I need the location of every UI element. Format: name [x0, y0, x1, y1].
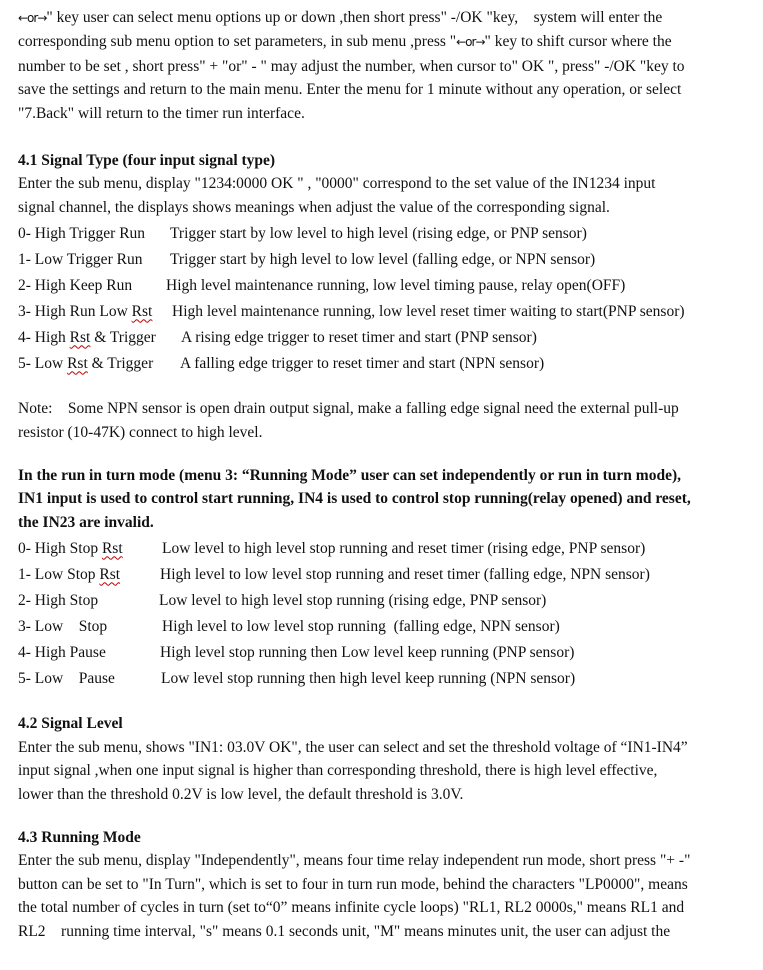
section-running-mode — [18, 826, 748, 943]
note-line: resistor (10-47K) connect to high level. — [18, 423, 263, 441]
item-description: A falling edge trigger to reset timer and start (NPN sensor) — [180, 355, 545, 373]
paragraph-line: signal channel, the displays shows meanings when adjust the value of the corresponding signal. — [18, 198, 610, 216]
section-signal-level — [18, 712, 748, 806]
section-title: 4.2 Signal Level — [18, 715, 123, 733]
list-item — [18, 299, 748, 325]
item-label: 3- Low Stop — [18, 618, 108, 636]
bold-paragraph-line: the IN23 are invalid. — [18, 513, 154, 531]
item-description: High level maintenance running, low level timing pause, relay open(OFF) — [166, 277, 626, 295]
item-description: A rising edge trigger to reset timer and start (PNP sensor) — [181, 329, 537, 347]
stop-type-list — [18, 536, 748, 692]
paragraph-line: lower than the threshold 0.2V is low level, the default threshold is 3.0V. — [18, 785, 464, 803]
list-item — [18, 351, 748, 377]
bold-paragraph-line: IN1 input is used to control start running, IN4 is used to control stop running(relay opened) and reset, — [18, 490, 691, 508]
left-right-arrow-icon: ←or→ — [456, 35, 485, 50]
item-label: 1- Low Trigger Run — [18, 251, 143, 269]
document-page — [18, 6, 748, 943]
intro-paragraph — [18, 6, 748, 125]
item-description: High level stop running then Low level keep running (PNP sensor) — [160, 644, 575, 662]
list-item — [18, 562, 748, 588]
list-item — [18, 614, 748, 640]
section-title: 4.3 Running Mode — [18, 828, 141, 846]
list-item — [18, 640, 748, 666]
item-label: 2- High Stop — [18, 592, 99, 610]
item-description: Trigger start by high level to low level (falling edge, or NPN sensor) — [170, 251, 596, 269]
section-run-in-turn — [18, 464, 748, 692]
intro-line-2: corresponding sub menu option to set parameters, in sub menu ,press "←or→" key to shift cursor where the — [18, 33, 672, 51]
intro-line-1: ←or→" key user can select menu options up or down ,then short press" -/OK "key, system will enter the — [18, 9, 663, 26]
paragraph-line: Enter the sub menu, display "1234:0000 OK " , "0000" correspond to the set value of the IN1234 input — [18, 175, 656, 193]
bold-paragraph-line: In the run in turn mode (menu 3: “Running Mode” user can set independently or run in turn mode), — [18, 467, 681, 485]
item-description: Trigger start by low level to high level (rising edge, or PNP sensor) — [170, 225, 587, 243]
item-description: High level to low level stop running (falling edge, NPN sensor) — [162, 618, 560, 636]
list-item — [18, 666, 748, 692]
section-title: 4.1 Signal Type (four input signal type) — [18, 152, 276, 170]
intro-line-5: "7.Back" will return to the timer run interface. — [18, 104, 305, 122]
note-line: Note: Some NPN sensor is open drain output signal, make a falling edge signal need the external pull-up — [18, 400, 679, 418]
paragraph-line: input signal ,when one input signal is higher than corresponding threshold, there is high level effective, — [18, 762, 658, 780]
list-item — [18, 273, 748, 299]
item-label: 0- High Stop Rst — [18, 540, 123, 558]
item-label: 0- High Trigger Run — [18, 225, 146, 243]
signal-type-list — [18, 221, 748, 377]
item-label: 5- Low Rst & Trigger — [18, 355, 154, 373]
list-item — [18, 325, 748, 351]
paragraph-line: Enter the sub menu, display "Independently", means four time relay independent run mode, short press "+ -" — [18, 852, 691, 870]
item-label: 3- High Run Low Rst — [18, 303, 153, 321]
paragraph-line: button can be set to "In Turn", which is set to four in turn run mode, behind the characters "LP0000", means — [18, 875, 688, 893]
paragraph-line: RL2 running time interval, "s" means 0.1 seconds unit, "M" means minutes unit, the user can adjust the — [18, 922, 671, 940]
intro-line-4: save the settings and return to the main menu. Enter the menu for 1 minute without any operation, or select — [18, 81, 682, 99]
item-label: 4- High Pause — [18, 644, 106, 662]
item-label: 1- Low Stop Rst — [18, 566, 121, 584]
item-description: Low level to high level stop running and reset timer (rising edge, PNP sensor) — [162, 540, 646, 558]
item-description: High level maintenance running, low level reset timer waiting to start(PNP sensor) — [172, 303, 685, 321]
list-item — [18, 221, 748, 247]
list-item — [18, 588, 748, 614]
item-label: 4- High Rst & Trigger — [18, 329, 156, 347]
item-description: Low level to high level stop running (rising edge, PNP sensor) — [159, 592, 547, 610]
item-description: Low level stop running then high level keep running (NPN sensor) — [161, 670, 576, 688]
left-right-arrow-icon: ←or→ — [18, 11, 47, 25]
paragraph-line: Enter the sub menu, shows "IN1: 03.0V OK", the user can select and set the threshold voltage of “IN1-IN4” — [18, 738, 688, 756]
list-item — [18, 247, 748, 273]
intro-line-3: number to be set , short press" + "or" - " may adjust the number, when cursor to" OK ", press" -/OK "key to — [18, 57, 685, 75]
item-label: 5- Low Pause — [18, 670, 115, 688]
section-signal-type — [18, 149, 748, 444]
paragraph-line: the total number of cycles in turn (set to“0” means infinite cycle loops) "RL1, RL2 0000s," means RL1 and — [18, 899, 685, 917]
item-label: 2- High Keep Run — [18, 277, 133, 295]
item-description: High level to low level stop running and reset timer (falling edge, NPN sensor) — [160, 566, 650, 584]
list-item — [18, 536, 748, 562]
